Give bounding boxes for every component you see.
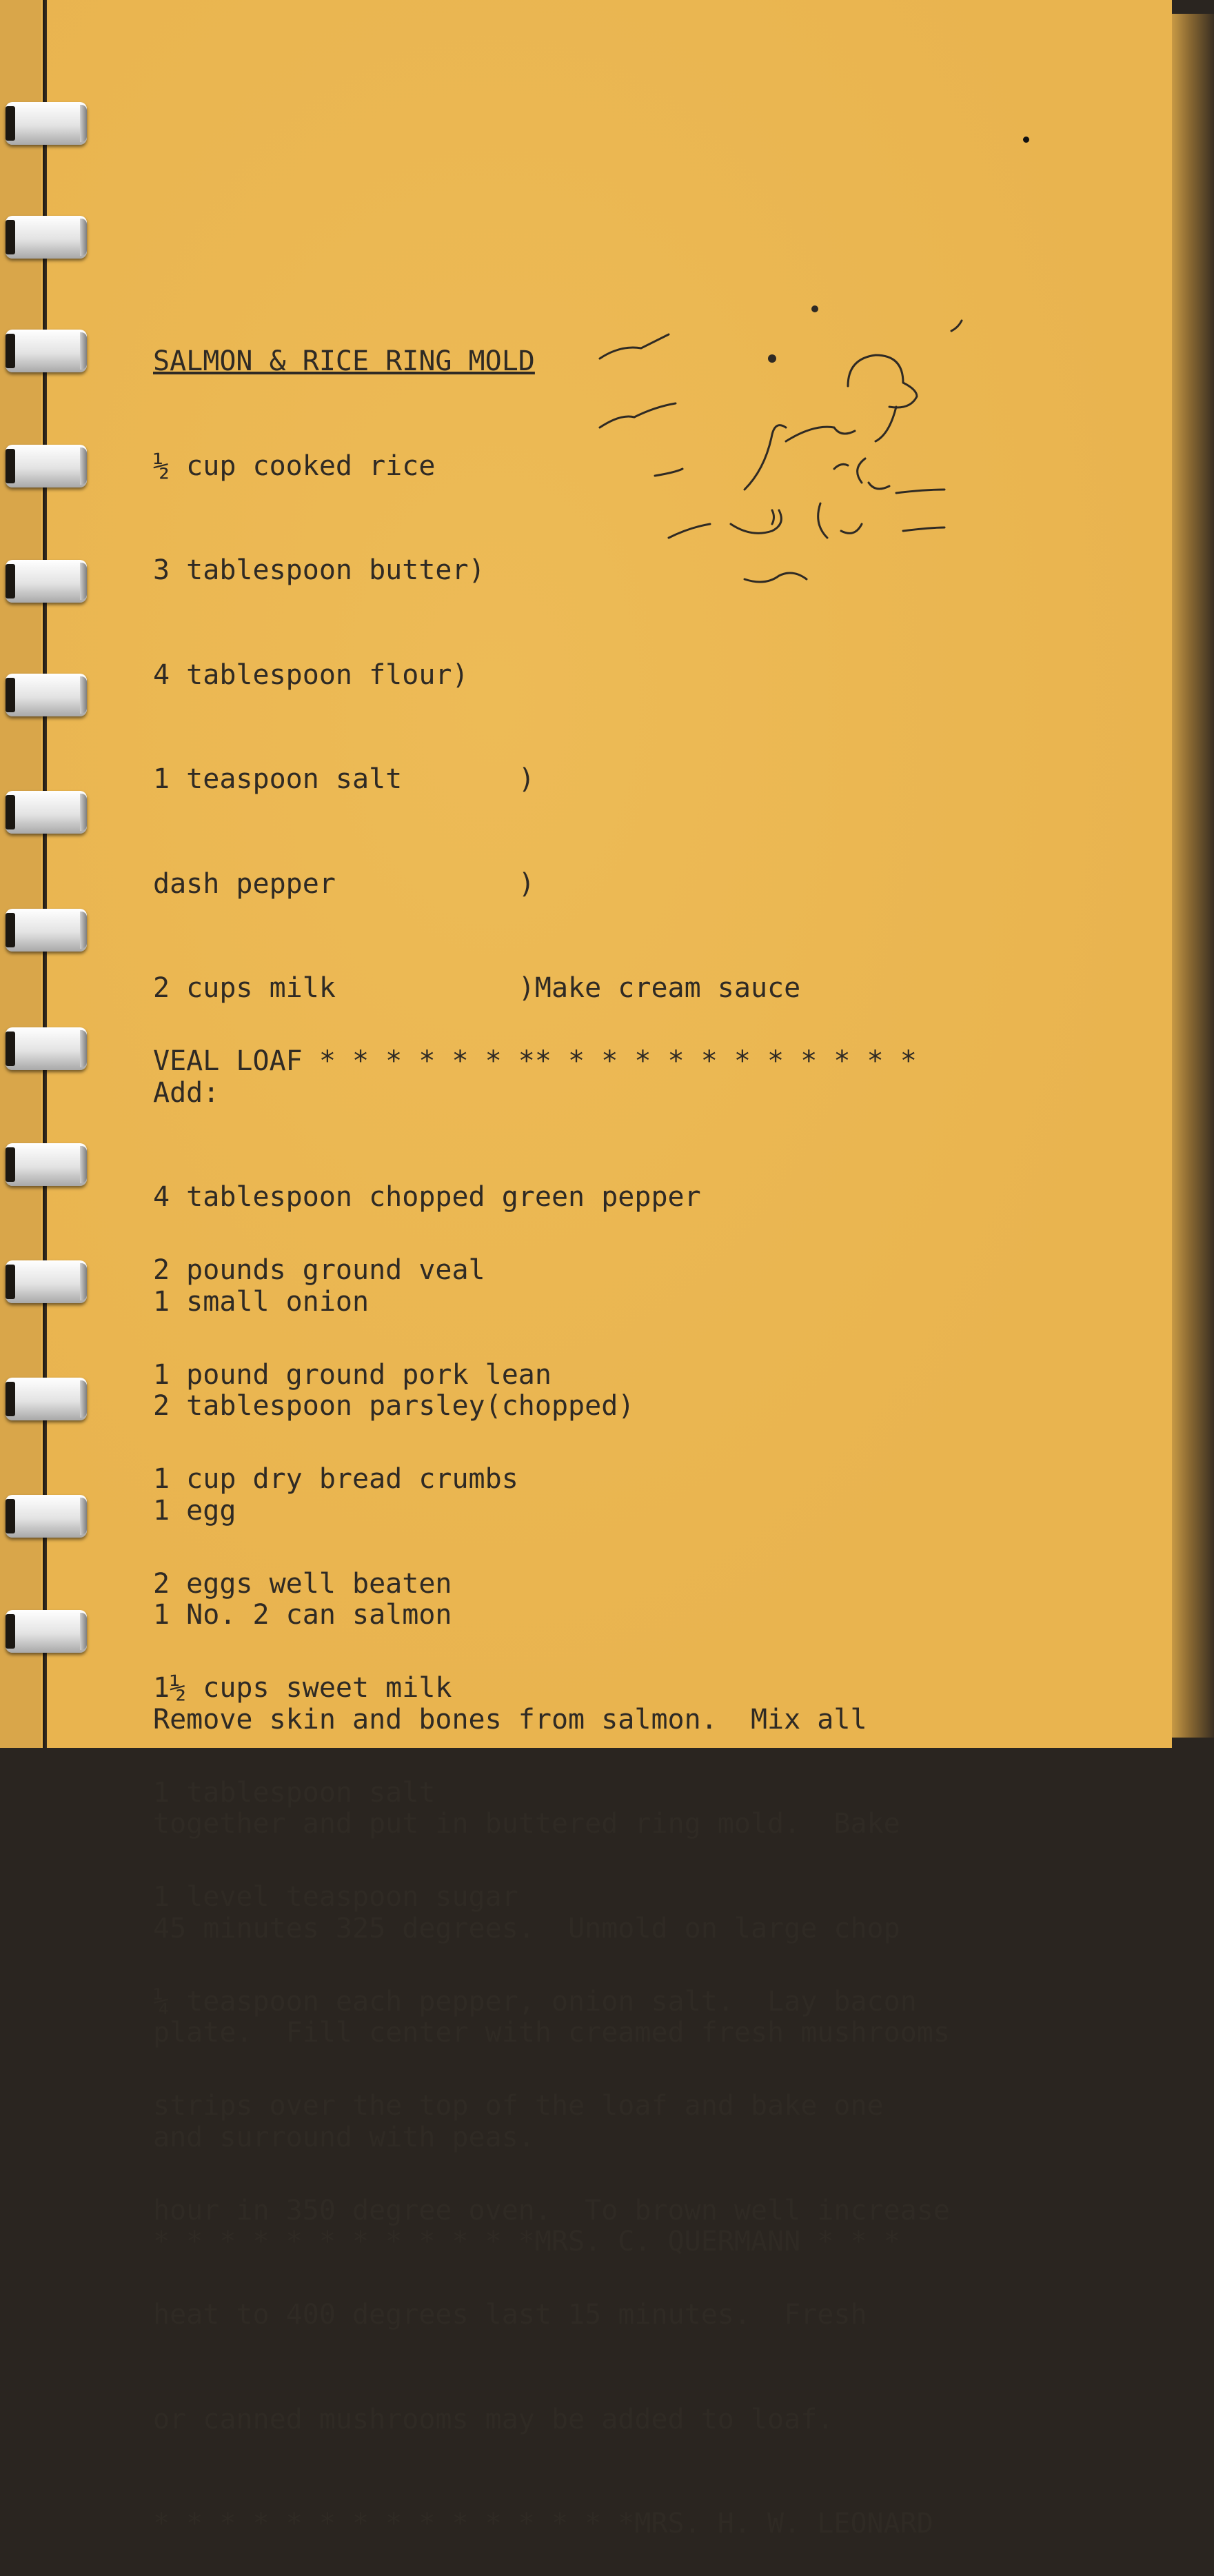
recipe-line: 2 cups milk )Make cream sauce xyxy=(153,972,801,1004)
page-edge xyxy=(1172,14,1214,1738)
recipe-line: 45 minutes 325 degrees. Unmold on large chop xyxy=(153,1912,900,1944)
spiral-ring xyxy=(6,1495,87,1538)
recipe-line: 1 level teaspoon sugar xyxy=(153,1881,518,1913)
recipe-line: 4 tablespoon chopped green pepper xyxy=(153,1181,701,1213)
spiral-ring xyxy=(6,1610,87,1653)
spiral-ring xyxy=(6,909,87,952)
recipe-line: or canned mushrooms may be added to loaf. xyxy=(153,2403,834,2435)
spiral-ring xyxy=(6,791,87,834)
spiral-ring xyxy=(6,560,87,603)
recipe-line: Remove skin and bones from salmon. Mix all xyxy=(153,1703,867,1735)
recipe-line: ¼ teaspoon each pepper, onion salt. Lay bacon xyxy=(153,1985,917,2017)
spiral-ring xyxy=(6,674,87,716)
recipe-line: together and put in buttered ring mold. Bake xyxy=(153,1808,900,1840)
recipe-line: strips over the top of the loaf and bake one xyxy=(153,2090,884,2122)
spiral-ring xyxy=(6,1143,87,1186)
recipe-line: hour in 350 degree oven. To brown well increase xyxy=(153,2194,950,2226)
recipe-line: 1 cup dry bread crumbs xyxy=(153,1463,518,1495)
binding-strip xyxy=(0,0,41,1748)
recipe-line: dash pepper ) xyxy=(153,867,535,900)
recipe-line: and surround with peas. xyxy=(153,2121,535,2153)
recipe-line: 1 egg xyxy=(153,1494,236,1527)
recipe-title: VEAL LOAF * * * * * * ** * * * * * * * * * * * xyxy=(153,1045,917,1077)
recipe-line: 3 tablespoon butter) xyxy=(153,554,485,586)
spiral-ring xyxy=(6,1027,87,1070)
spiral-ring xyxy=(6,1260,87,1303)
recipe-line: 1½ cups sweet milk xyxy=(153,1672,452,1704)
recipe-line: heat to 400 degrees last 15 minutes. Fresh xyxy=(153,2299,867,2331)
recipe-line: 2 eggs well beaten xyxy=(153,1567,452,1600)
recipe-line: 1 tablespoon salt xyxy=(153,1776,436,1809)
spiral-ring xyxy=(6,102,87,145)
recipe-line: 1 small onion xyxy=(153,1285,370,1318)
spiral-ring xyxy=(6,216,87,259)
spiral-ring xyxy=(6,1378,87,1420)
recipe-title: SALMON & RICE RING MOLD xyxy=(153,345,535,377)
recipe-line: 2 pounds ground veal xyxy=(153,1254,485,1286)
recipe-line: ½ cup cooked rice xyxy=(153,450,436,482)
blank-line xyxy=(153,1149,1022,1184)
spiral-ring xyxy=(6,445,87,487)
recipe-line: 1 No. 2 can salmon xyxy=(153,1599,452,1631)
recipe-line: 1 teaspoon salt ) xyxy=(153,763,535,795)
recipe-veal-loaf xyxy=(153,974,1022,2576)
recipe-line: 2 tablespoon parsley(chopped) xyxy=(153,1390,635,1422)
spine-line xyxy=(43,0,47,1748)
recipe-line: Add: xyxy=(153,1076,220,1109)
recipe-signature: * * * * * * * * * * * * * * *MRS. H. W. LEONARD xyxy=(153,2508,933,2539)
recipe-line: 1 pound ground pork lean xyxy=(153,1358,552,1391)
recipe-line: plate. Fill center with creamed fresh mushrooms xyxy=(153,2017,950,2049)
spiral-ring xyxy=(6,330,87,372)
recipe-signature: * * * * * * * * * * * *MRS. C. QUERMANN * * * xyxy=(153,2226,900,2257)
recipe-line: 4 tablespoon flour) xyxy=(153,658,469,691)
ink-speck xyxy=(1023,137,1029,143)
